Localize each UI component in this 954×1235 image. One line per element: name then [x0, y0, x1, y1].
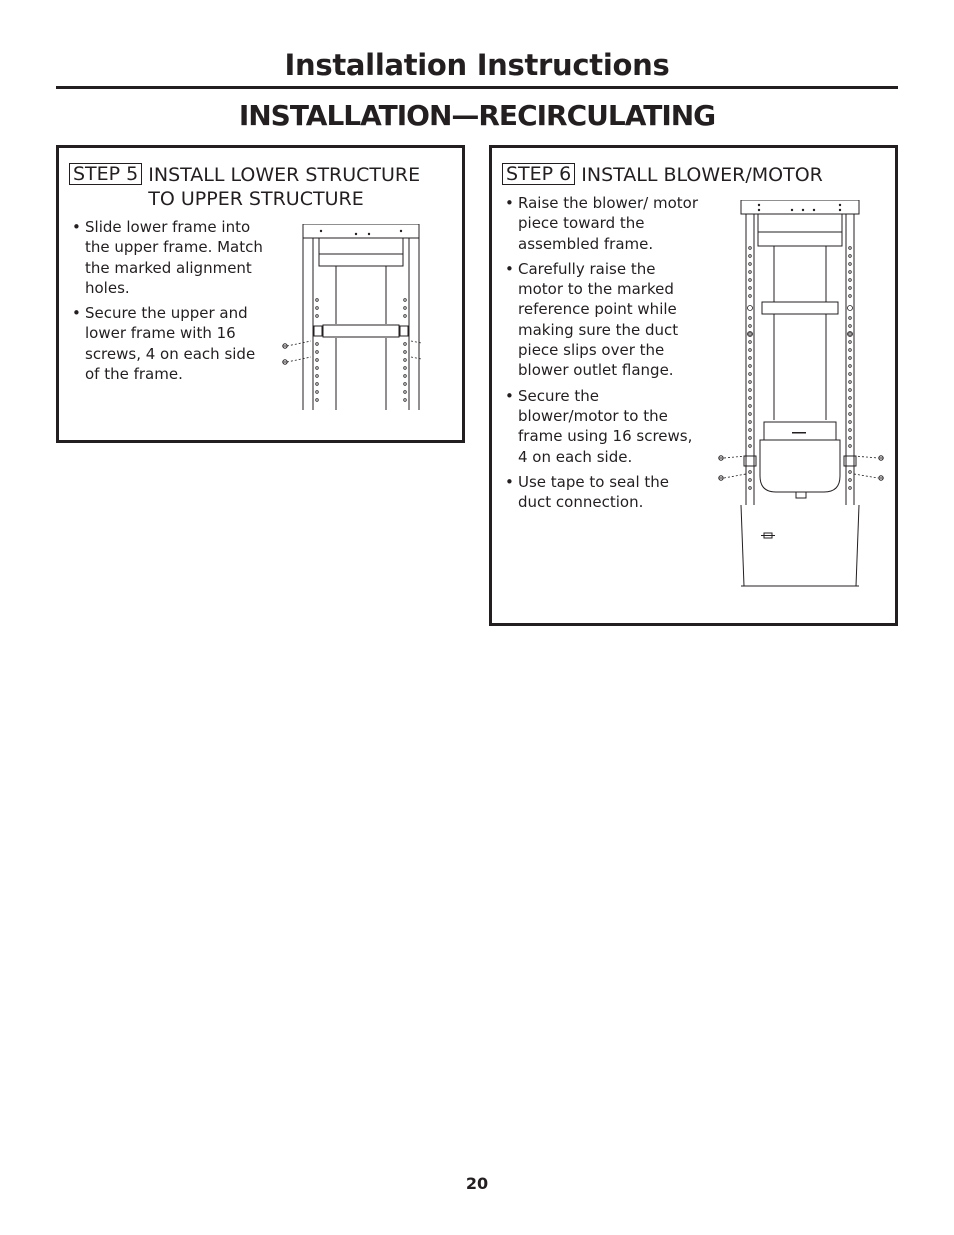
- frame-top-cap: [741, 200, 859, 214]
- page-number: 20: [465, 1174, 489, 1193]
- step-6-bullet: • Carefully raise the motor to the marked reference point while making sure the duct piece slips over the blower outlet flange.: [504, 259, 704, 381]
- frame-cross-bar: [762, 302, 838, 314]
- step-6-heading: [502, 163, 823, 187]
- step-6-tag: STEP 6: [502, 163, 575, 185]
- step-5-title: [148, 163, 420, 211]
- step-5-tag: STEP 5: [69, 163, 142, 185]
- step-5-heading: [69, 163, 420, 211]
- step-5-bullet: • Secure the upper and lower frame with 16 screws, 4 on each side of the frame.: [71, 303, 267, 384]
- blower-housing: [760, 440, 840, 492]
- step-6-panel: [489, 145, 898, 626]
- tape-icon: [761, 533, 775, 538]
- step-6-title: INSTALL BLOWER/MOTOR: [581, 164, 823, 186]
- frame-assembly-illustration: [281, 224, 421, 410]
- step-5-title-line-1: INSTALL LOWER STRUCTURE: [148, 164, 421, 186]
- step-5-bullet-list: [71, 217, 267, 389]
- lower-frame-top-bar: [323, 325, 399, 337]
- step-6-bullet: • Raise the blower/ motor piece toward the assembled frame.: [504, 193, 704, 254]
- step-6-bullet: • Secure the blower/motor to the frame using 16 screws, 4 on each side.: [504, 386, 704, 467]
- step-5-title-line-2: TO UPPER STRUCTURE: [148, 188, 364, 210]
- screw-icon: [283, 344, 287, 364]
- section-title: INSTALLATION—RECIRCULATING: [238, 99, 716, 132]
- step-5-bullet: • Slide lower frame into the upper frame. Match the marked alignment holes.: [71, 217, 267, 298]
- page-header-title: Installation Instructions: [284, 48, 670, 82]
- step-6-bullet-list: [504, 193, 704, 517]
- screw-icon: [719, 456, 883, 480]
- step-5-panel: [56, 145, 465, 443]
- step-6-bullet: • Use tape to seal the duct connection.: [504, 472, 704, 513]
- blower-top: [764, 422, 836, 440]
- header-rule: [56, 86, 898, 89]
- blower-motor-illustration: [716, 200, 886, 592]
